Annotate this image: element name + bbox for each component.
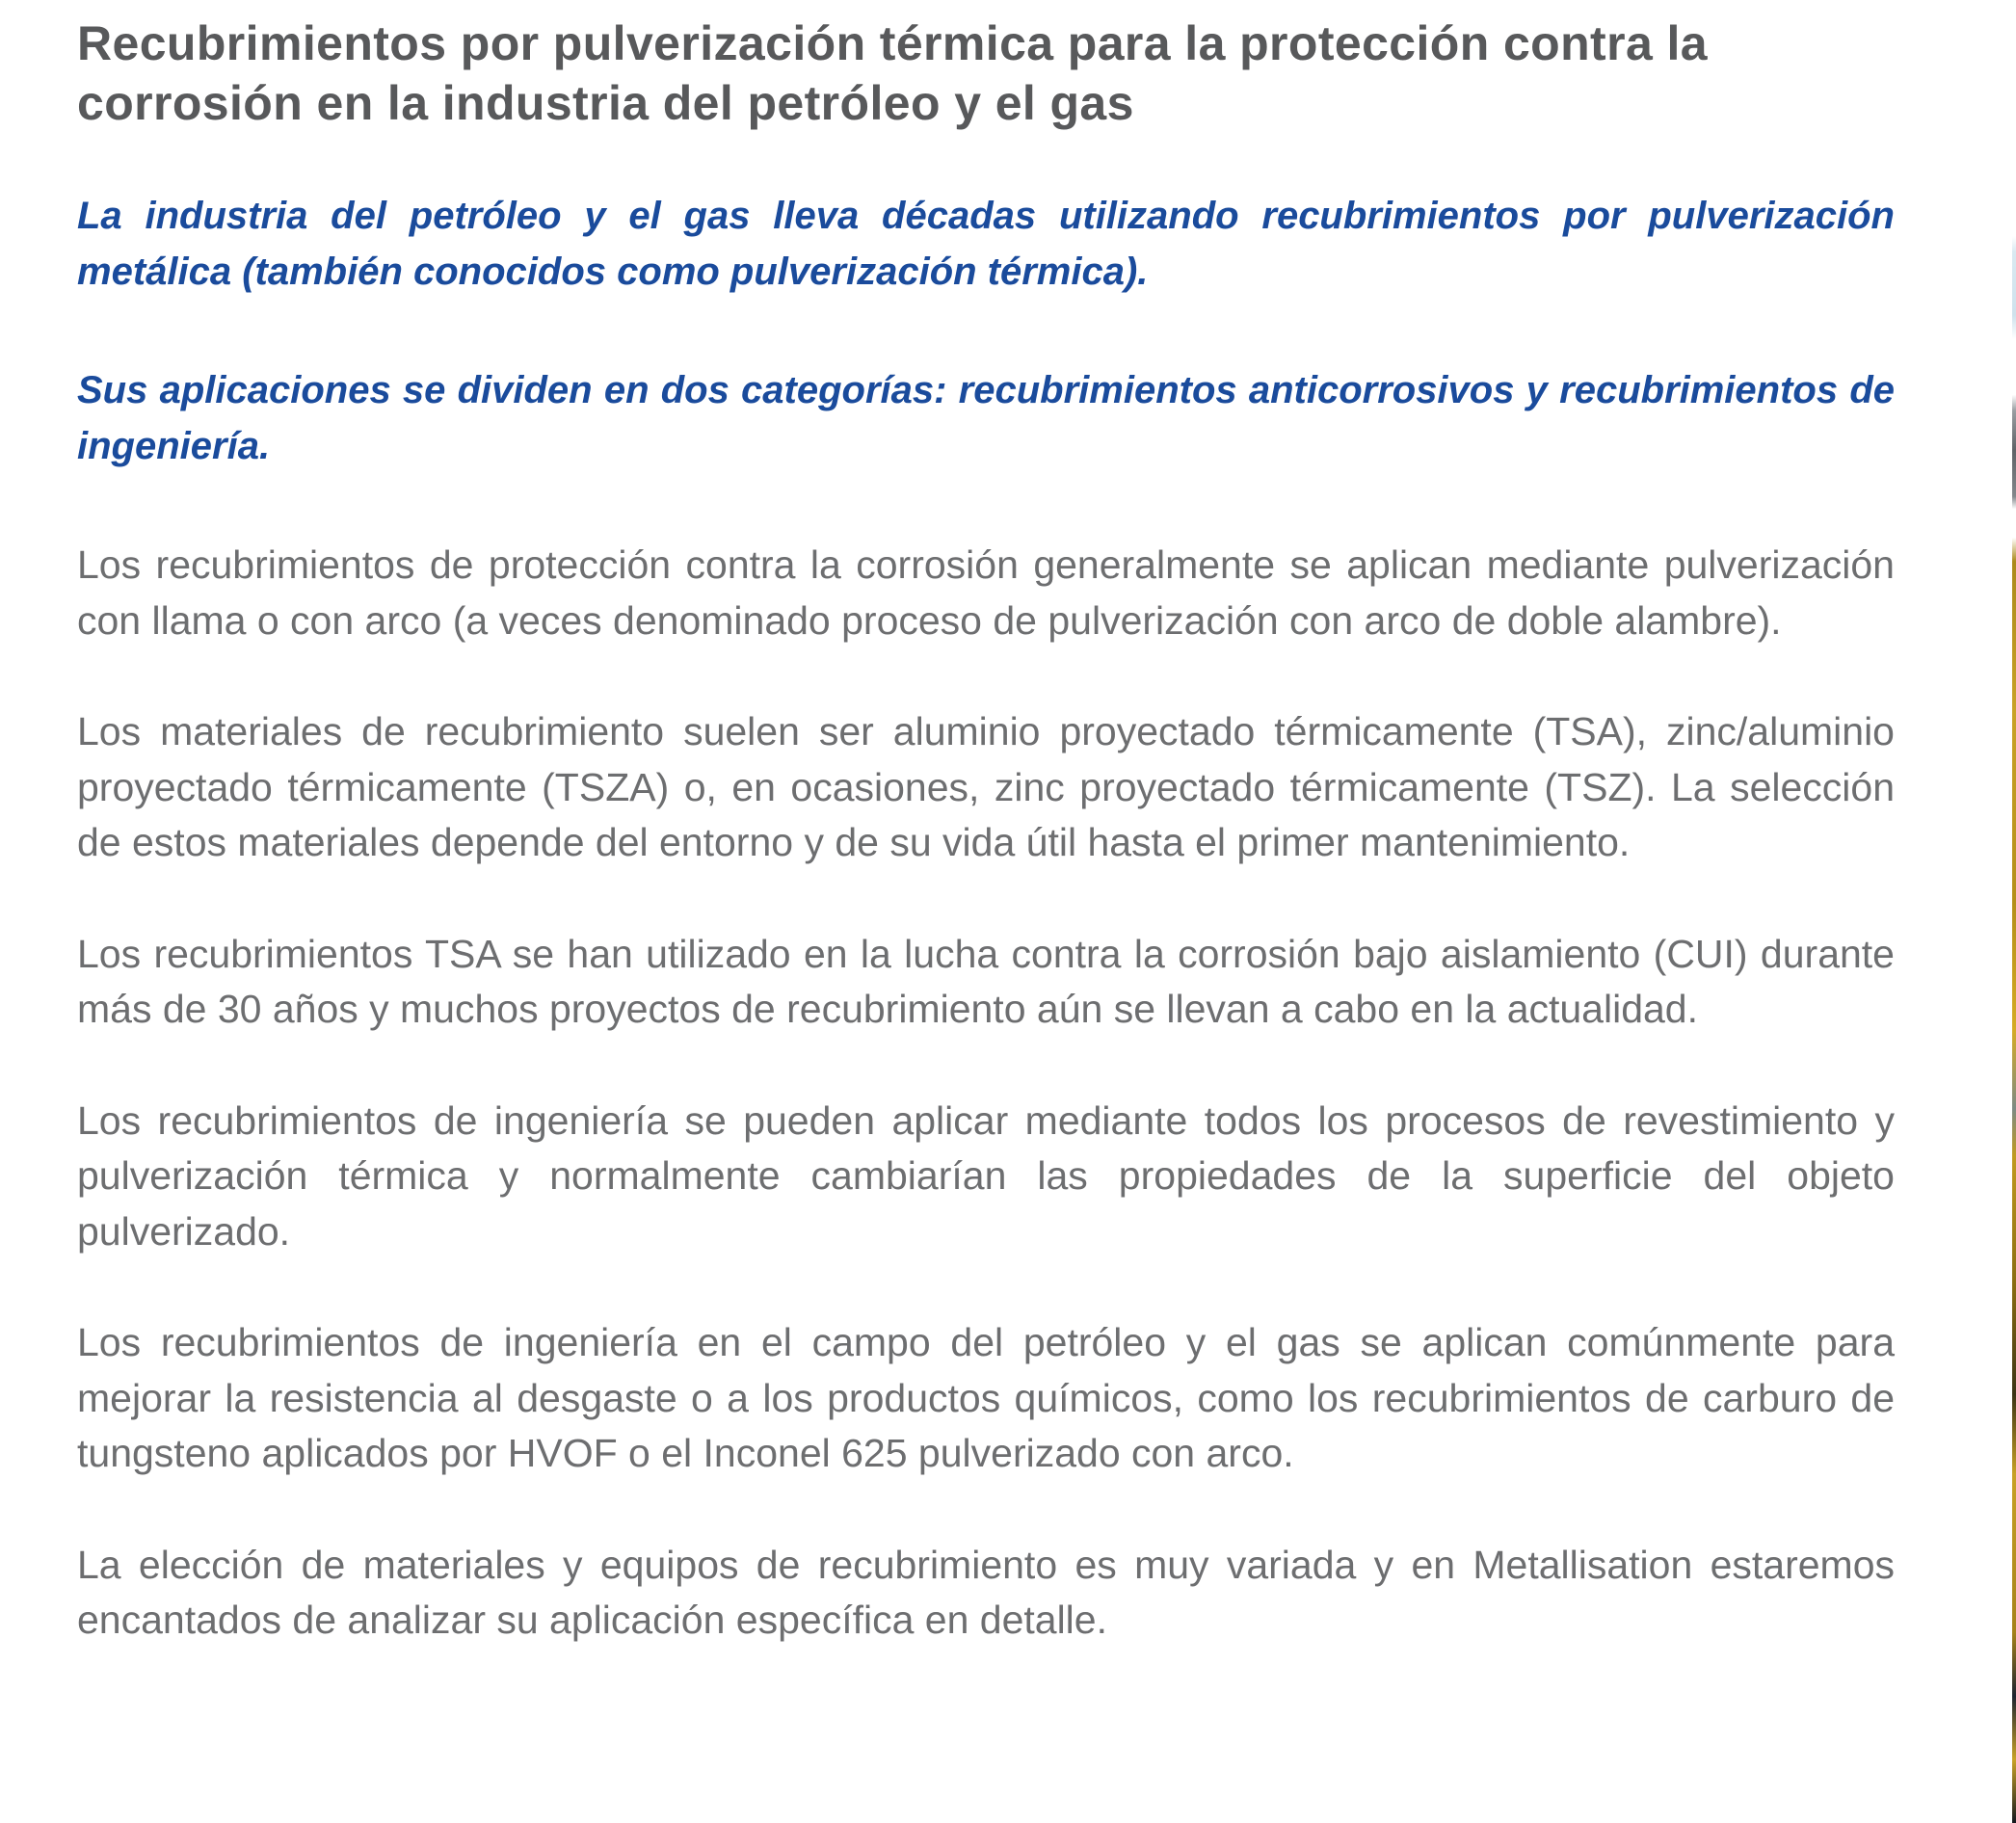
intro-paragraph: La industria del petróleo y el gas lleva décadas utilizando recubrimientos por pulverización metálica (también conocidos como pulverización térmica). (77, 195, 1895, 293)
body-paragraph: Los recubrimientos de ingeniería en el campo del petróleo y el gas se aplican comúnmente para mejorar la resistencia al desgaste o a los productos químicos, como los recubrimientos de carburo de tungsteno aplicados por HVOF o el Inconel 625 pulverizado con arco. (77, 1320, 1895, 1475)
body-paragraph: Los recubrimientos de protección contra la corrosión generalmente se aplican mediante pulverización con llama o con arco (a veces denominado proceso de pulverización con arco de doble alambre). (77, 542, 1895, 643)
cropped-image-edge-strip (2012, 236, 2016, 1823)
body-paragraph: La elección de materiales y equipos de recubrimiento es muy variada y en Metallisation estaremos encantados de analizar su aplicación específica en detalle. (77, 1542, 1895, 1642)
body-paragraph: Los recubrimientos TSA se han utilizado en la lucha contra la corrosión bajo aislamiento (CUI) durante más de 30 años y muchos proyectos de recubrimiento aún se llevan a cabo en la actualidad. (77, 931, 1895, 1031)
intro-paragraph: Sus aplicaciones se dividen en dos categorías: recubrimientos anticorrosivos y recubrimientos de ingeniería. (77, 369, 1895, 467)
body-paragraph: Los recubrimientos de ingeniería se pueden aplicar mediante todos los procesos de revestimiento y pulverización térmica y normalmente cambiarían las propiedades de la superficie del objeto pulverizado. (77, 1097, 1895, 1254)
article (77, 13, 1895, 1704)
page-title: Recubrimientos por pulverización térmica para la protección contra la corrosión en la industria del petróleo y el gas (77, 16, 1708, 130)
body-paragraph: Los materiales de recubrimiento suelen ser aluminio proyectado térmicamente (TSA), zinc/aluminio proyectado térmicamente (TSZA) o, en ocasiones, zinc proyectado térmicamente (TSZ). La selección de estos materiales depende del entorno y de su vida útil hasta el primer mantenimiento. (77, 709, 1895, 864)
